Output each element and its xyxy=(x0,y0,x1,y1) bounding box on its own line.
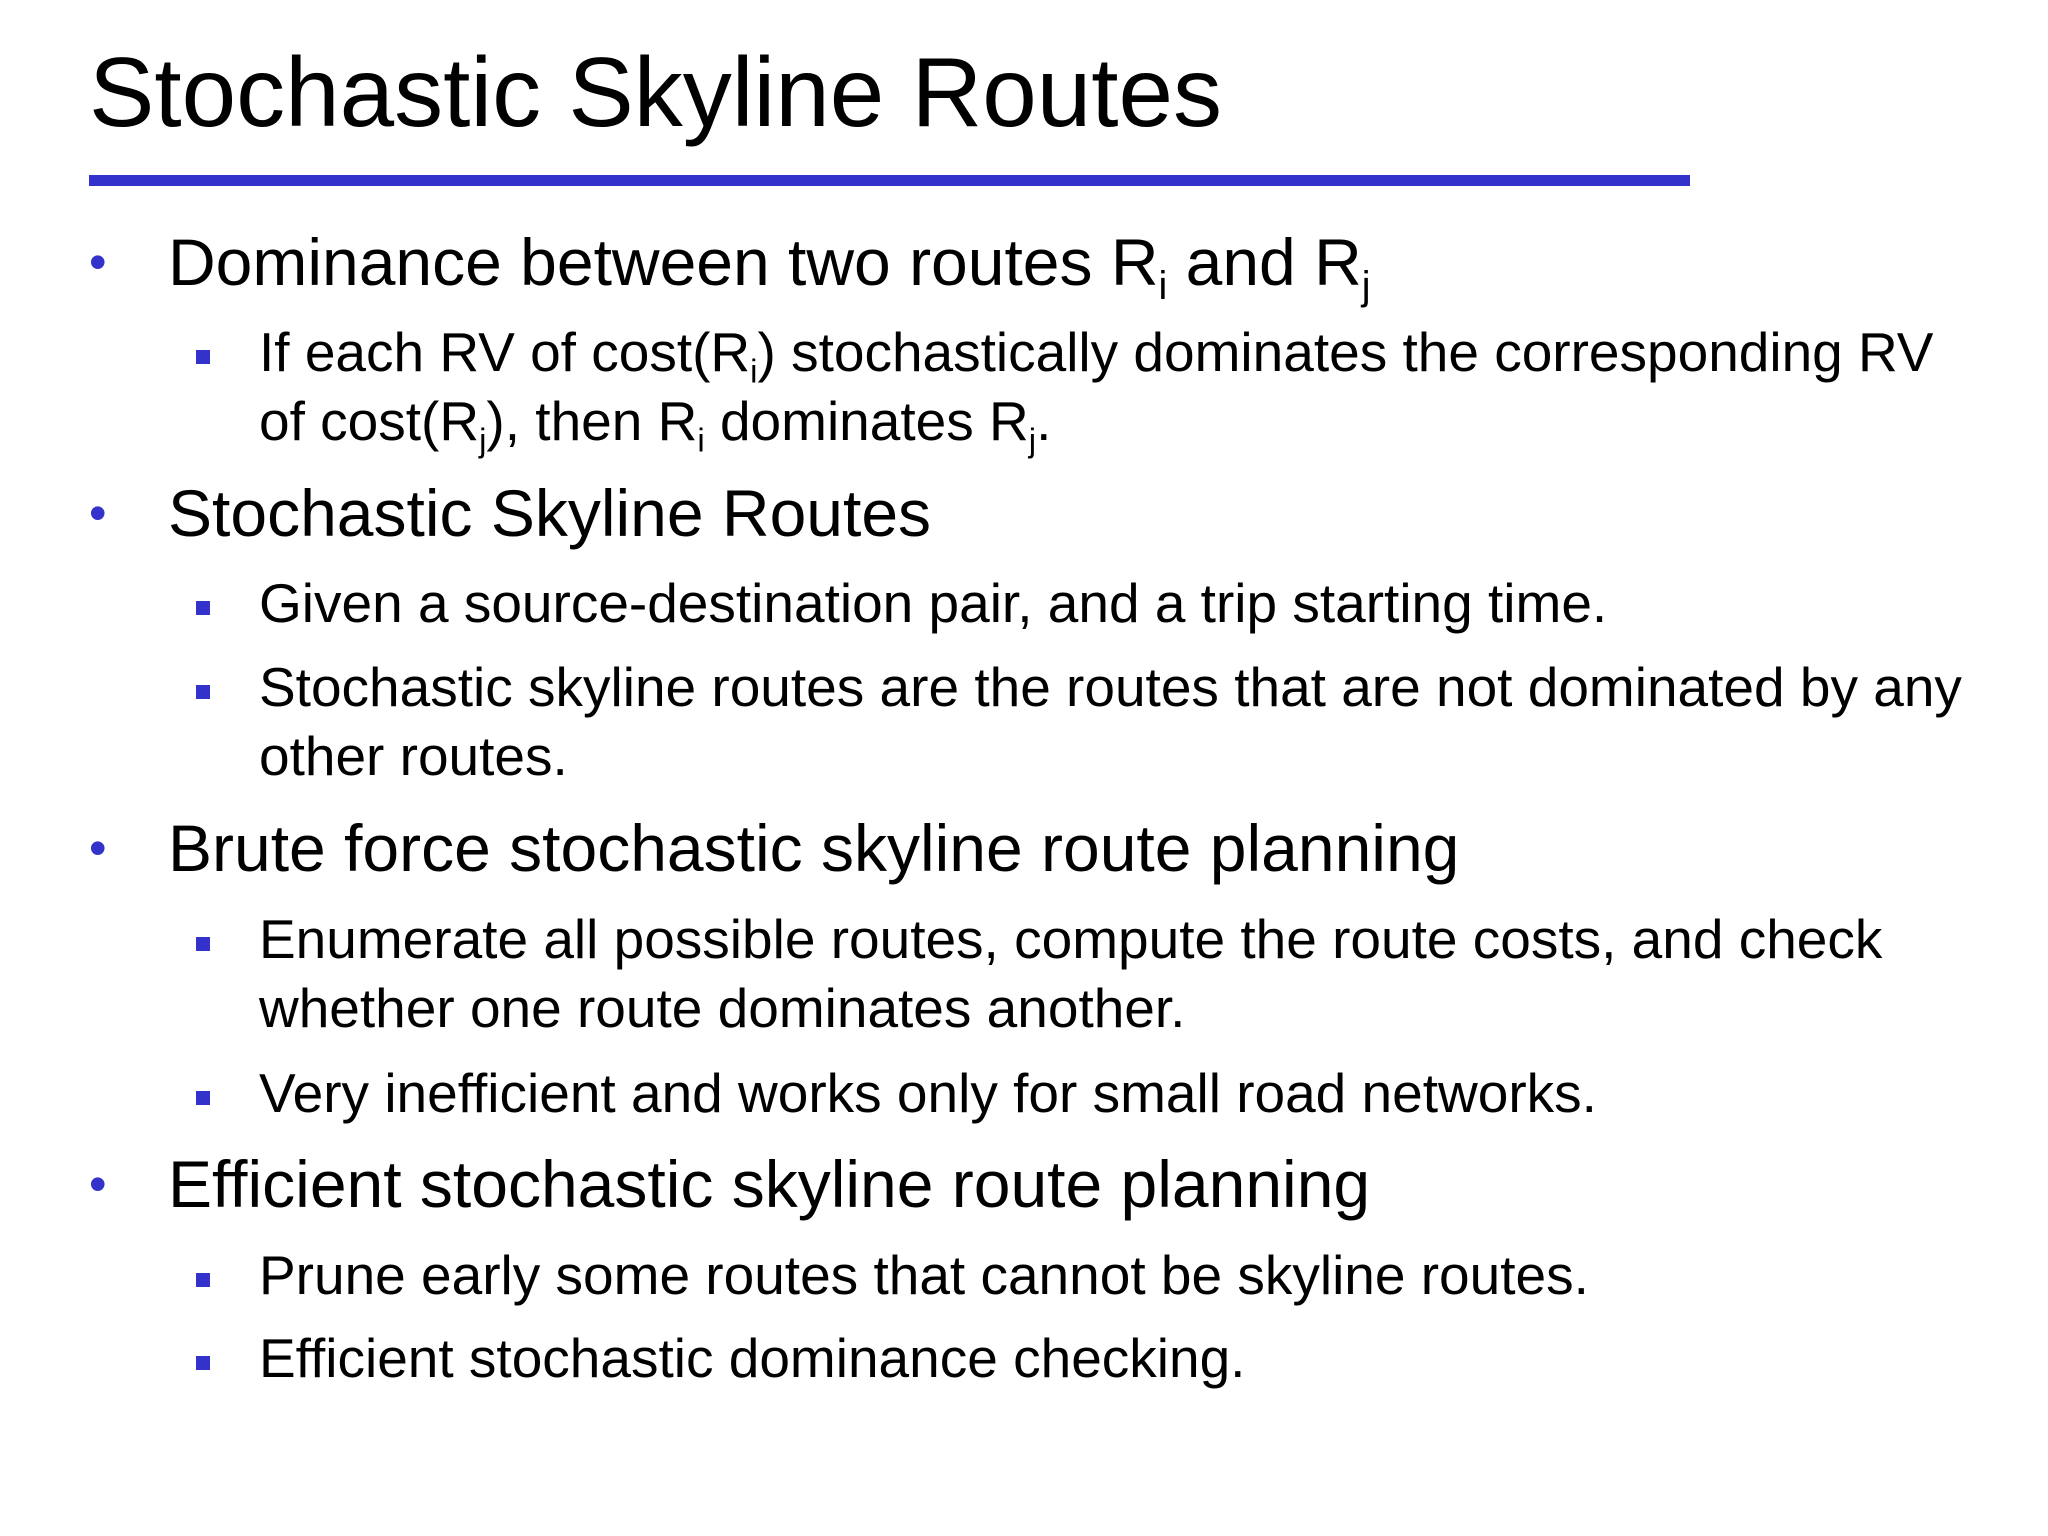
square-bullet-icon xyxy=(196,601,210,615)
item-inefficient: Very inefficient and works only for small road networks. xyxy=(259,1062,1597,1124)
round-bullet-icon: • xyxy=(89,1156,107,1212)
subscript-j: j xyxy=(1361,263,1371,308)
heading-efficient: Efficient stochastic skyline route planning xyxy=(168,1147,1371,1221)
round-bullet-icon: • xyxy=(89,820,107,876)
item-not-dominated: Stochastic skyline routes are the routes that are not dominated by any other routes. xyxy=(259,656,1962,787)
heading-dominance xyxy=(168,222,1371,308)
heading-skyline-routes: Stochastic Skyline Routes xyxy=(168,476,932,550)
item-text: dominates R xyxy=(704,390,1029,452)
title-underline xyxy=(89,175,1690,186)
item-enumerate-routes: Enumerate all possible routes, compute the route costs, and check whether one route dominates another. xyxy=(259,908,1883,1039)
item-dominance-definition xyxy=(259,318,1979,459)
square-bullet-icon xyxy=(196,1091,210,1105)
subscript-i: i xyxy=(697,421,705,459)
subscript-i: i xyxy=(750,352,758,390)
subscript-i: i xyxy=(1158,263,1168,308)
item-source-destination: Given a source-destination pair, and a trip starting time. xyxy=(259,572,1608,634)
heading-text: and R xyxy=(1167,225,1362,299)
item-text: . xyxy=(1036,390,1052,452)
square-bullet-icon xyxy=(196,1356,210,1370)
item-text: ) stochastically dominates the corresponding RV of cost(R xyxy=(259,321,1934,452)
heading-text: Dominance between two routes R xyxy=(168,225,1159,299)
item-text: If each RV of cost(R xyxy=(259,321,751,383)
slide-title: Stochastic Skyline Routes xyxy=(89,37,1222,147)
item-efficient-checking: Efficient stochastic dominance checking. xyxy=(259,1327,1246,1389)
square-bullet-icon xyxy=(196,937,210,951)
square-bullet-icon xyxy=(196,1273,210,1287)
item-prune-early: Prune early some routes that cannot be skyline routes. xyxy=(259,1244,1589,1306)
square-bullet-icon xyxy=(196,350,210,364)
subscript-j: j xyxy=(479,421,487,459)
round-bullet-icon: • xyxy=(89,485,107,541)
item-text: ), then R xyxy=(486,390,698,452)
heading-brute-force: Brute force stochastic skyline route planning xyxy=(168,811,1460,885)
round-bullet-icon: • xyxy=(89,234,107,290)
subscript-j: j xyxy=(1028,421,1037,459)
square-bullet-icon xyxy=(196,685,210,699)
